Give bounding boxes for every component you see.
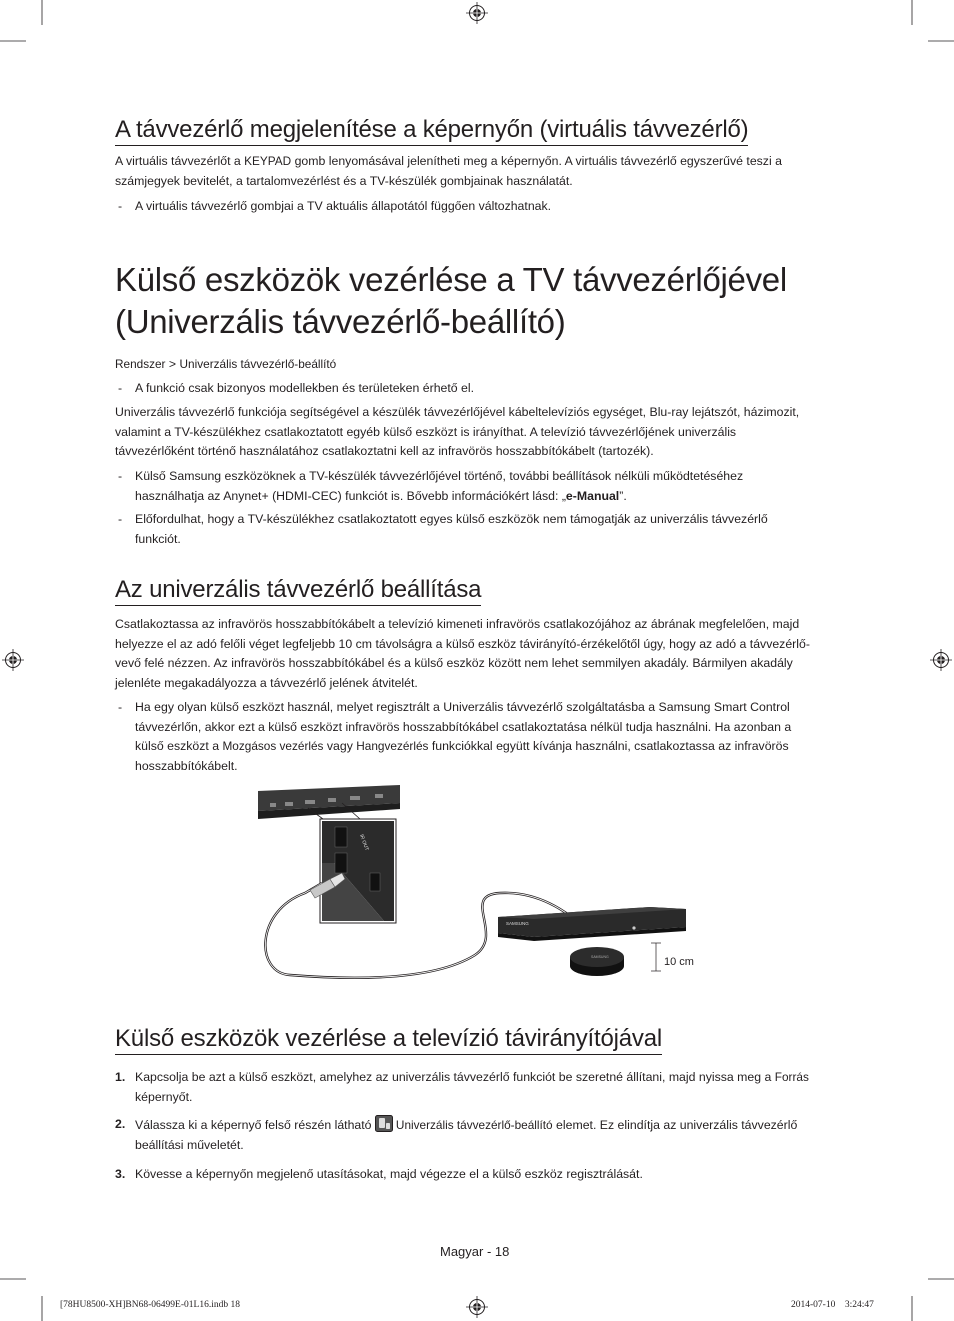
svg-text:SAMSUNG: SAMSUNG: [506, 921, 529, 926]
step-1: 1. Kapcsolja be azt a külső eszközt, amelyhez az univerzális távvezérlő funkciót be szeretné állítani, majd nyissa meg a Forrás képernyőt.: [115, 1070, 809, 1104]
external-device: [498, 907, 686, 941]
file-info: [78HU8500-XH]BN68-06499E-01L16.indb 18: [60, 1300, 240, 1310]
one-connect-box: [258, 785, 400, 819]
breadcrumb: Rendszer > Univerzális távvezérlő-beállító: [115, 357, 337, 371]
setup-heading: Az univerzális távvezérlő beállítása: [115, 576, 481, 604]
virtual-remote-paragraph: A virtuális távvezérlőt a KEYPAD gomb lenyomásával jelenítheti meg a képernyőn. A virtuális távvezérlő egyszerűvé teszi a számjegyek bevitelét, a tartalomvezérlést és a TV-készülék gombjainak használatát.: [115, 154, 782, 188]
svg-text:SAMSUNG: SAMSUNG: [591, 955, 609, 959]
registration-mark-icon: [466, 1296, 488, 1318]
registration-mark-icon: [2, 649, 24, 671]
page-number: Magyar - 18: [440, 1244, 510, 1259]
compatibility-note: - Előfordulhat, hogy a TV-készülékhez csatlakoztatott egyes külső eszközök nem támogatják az univerzális távvezérlő funkciót.: [118, 512, 768, 546]
section-virtual-remote-heading: A távvezérlő megjelenítése a képernyőn (virtuális távvezérlő): [115, 116, 748, 144]
breadcrumb-item-universal-remote: Univerzális távvezérlő-beállító: [179, 357, 337, 371]
universal-remote-main-heading: Külső eszközök vezérlése a TV távvezérlőjével (Univerzális távvezérlő-beállító): [115, 261, 787, 340]
breadcrumb-item-system: Rendszer: [115, 357, 166, 371]
universal-remote-icon: [375, 1115, 393, 1132]
registration-mark-icon: [466, 2, 488, 24]
port-zoom-panel: [320, 819, 396, 923]
setup-paragraph: Csatlakoztassa az infravörös hosszabbítókábelt a televízió kimeneti infravörös csatlakozójához az ábrának megfelelően, majd helyezze el az adó felőli véget legfeljebb 10 cm távolságra a külső eszköz távirányító-érzékelőtől úgy, hogy az adó a távvezérlő- vevő felé nézzen. Az infravörös hosszabbítókábel és a külső eszköz között nem lehet semmilyen akadály. Bármilyen akadály jelenléte megakadályozza a távvezérlő jelének átvitelét.: [115, 617, 810, 690]
control-external-heading: Külső eszközök vezérlése a televízió távirányítójával: [115, 1025, 662, 1053]
distance-label: 10 cm: [664, 956, 694, 968]
universal-remote-paragraph: Univerzális távvezérlő funkciója segítségével a készülék távvezérlőjével kábeltelevíziós egységet, Blu-ray lejátszót, házimozit, valamint a TV-készülékhez csatlakoztatott egyéb külső eszközt is irányíthat. A televízió távvezérlőjének univerzális távvezérlőként történő használatához csatlakoztatni kell az infravörös hosszabbítókábelt (tartozék).: [115, 405, 800, 458]
step-2: 2. Válassza ki a képernyő felső részén látható Univerzális távvezérlő-beállító elemet. Ez elindítja az univerzális távvezérlő beállítási műveletét.: [115, 1117, 798, 1152]
anynet-note: - Külső Samsung eszközöknek a TV-készülék távvezérlőjével történő, további beállítások nélküli működtetéséhez használhatja az Anynet+ (HDMI-CEC) funkciót is. Bővebb információkért lásd: „e-Manual”.: [118, 469, 744, 503]
ir-cable-diagram: [250, 783, 710, 988]
print-timestamp: 2014-07-10 3:24:47: [791, 1300, 874, 1310]
virtual-remote-note: - A virtuális távvezérlő gombjai a TV aktuális állapotától függően változhatnak.: [118, 199, 552, 213]
svg-text:IR OUT: IR OUT: [358, 833, 370, 852]
availability-note: - A funkció csak bizonyos modellekben és területeken érhető el.: [118, 381, 475, 395]
ir-blaster: [570, 947, 624, 976]
step-3: 3. Kövesse a képernyőn megjelenő utasításokat, majd végezze el a külső eszköz regisztrálását.: [115, 1167, 643, 1181]
registration-mark-icon: [930, 649, 952, 671]
smart-control-note: - Ha egy olyan külső eszközt használ, melyet regisztrált a Univerzális távvezérlő szolgáltatásba a Samsung Smart Control távvezérlőn, akkor ezt a külső eszközt infravörös hosszabbítókábel csatlakoztatása nélkül tudja használni. Ha azonban a külső eszközt a Mozgásos vezérlés vagy Hangvezérlés funkciókkal együtt kívánja használni, csatlakoztassa az infravörös hosszabbítókábelt.: [118, 700, 792, 773]
